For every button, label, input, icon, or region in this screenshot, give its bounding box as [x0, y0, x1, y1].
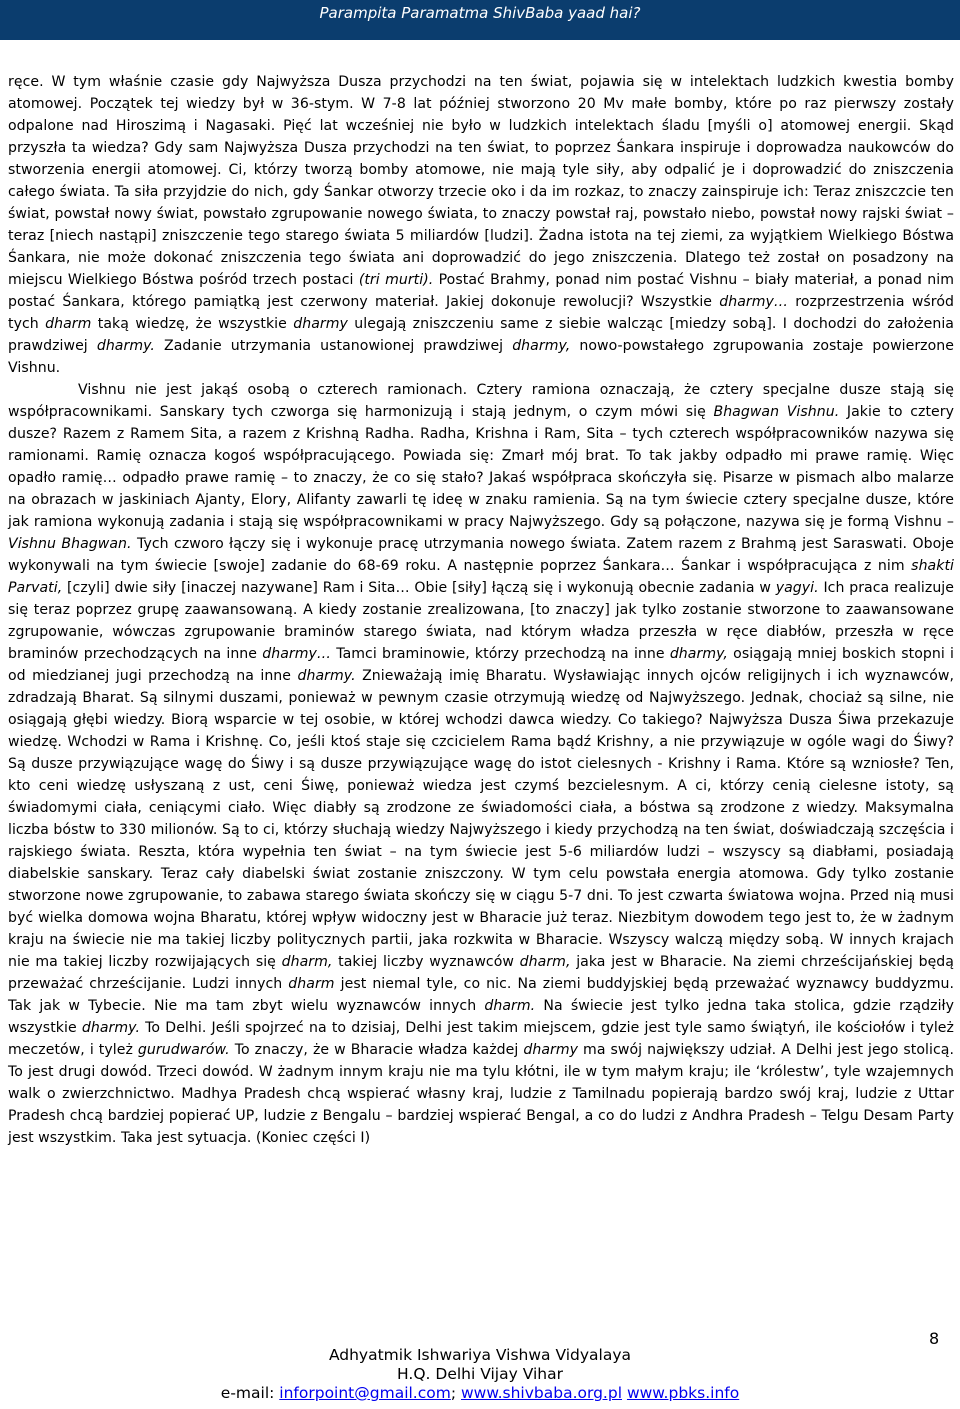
- italic-term: yagyi.: [775, 580, 819, 596]
- text-run: osiągają mniej boskich stopni i od miedzianej jugi przechodzą na inne: [8, 646, 954, 684]
- header-title: Parampita Paramatma ShivBaba yaad hai?: [319, 4, 641, 22]
- text-run: Tych czworo łączy się i wykonuje pracę utrzymania nowego świata. Zatem razem z Brahmą jest Saraswati. Oboje wykonywali na tym świecie [swoje] zadanie do 68-69 roku. A następnie poprzez Śankara… Śankar i współpracująca z nim: [8, 536, 955, 574]
- italic-term: dharmy: [523, 1042, 579, 1058]
- italic-term: dharm,: [281, 954, 333, 970]
- italic-term: dharmy.: [297, 668, 356, 684]
- italic-term: dharm.: [484, 998, 536, 1014]
- text-run: Na świecie jest tylko jedna taka stolica, gdzie rządziły wszystkie: [8, 998, 954, 1036]
- text-run: takiej liczby wyznawców: [332, 954, 520, 970]
- italic-term: dharmy.: [96, 338, 155, 354]
- text-run: [czyli] dwie siły [inaczej nazywane] Ram i Sita… Obie [siły] łączą się i wykonują obecnie zadania w: [62, 580, 776, 596]
- footer-separator: ;: [450, 1384, 461, 1402]
- italic-term: dharmy,: [512, 338, 571, 354]
- italic-term: Vishnu Bhagwan.: [8, 536, 132, 552]
- text-run: ręce. W tym właśnie czasie gdy Najwyższa Dusza przychodzi na ten świat, pojawia się w intelektach ludzkich kwestia bomby atomowej. Początek tej wiedzy był w 36-stym. W 7-8 lat później stworzono 20 Mv małe bomby, które po raz pierwszy zostały odpalone nad Hiroszimą i Nagasaki. Pięć lat wcześniej nie było w ludzkich intelektach śladu [myśli o] atomowej energii. Skąd przyszła ta wiedza? Gdy sam Najwyższa Dusza przychodzi na ten świat, to poprzez Śankara inspiruje i doprowadza naukowców do stworzenia energii atomowej. Ci, którzy tworzą bomby atomowe, nie mają tyle siły, aby odpalić je i doprowadzić do zniszczenia całego świata. Ta siła przyjdzie do nich, gdy Śankar otworzy trzecie oko i da im rozkaz, to znaczy zainspiruje ich: Teraz zniszczcie ten świat, powstał nowy świat, powstało zgrupowanie nowego świata, to znaczy powstał raj, powstało niebo, powstał nowy rajski świat – teraz [niech nastąpi] zniszczenie tego starego świata 5 miliardów [ludzi]. Żadna istota na tej ziemi, za wyjątkiem Wielkiego Bóstwa Śankara, nie może dokonać zniszczenia tego świata ani doprowadzić do jego zniszczenia. Dlatego też został on posadzony na miejscu Wielkiego Bóstwa pośród trzech postaci: [8, 74, 954, 288]
- italic-term: gurudwarów.: [137, 1042, 230, 1058]
- footer-org-name: Adhyatmik Ishwariya Vishwa Vidyalaya: [328, 1346, 632, 1364]
- text-run: To Delhi. Jeśli spojrzeć na to dzisiaj, Delhi jest takim miejscem, gdzie jest tyle samo świątyń, ile kościołów i tyleż meczetów, i tyleż: [8, 1020, 954, 1058]
- paragraph-2: [8, 379, 954, 1149]
- text-run: jest niemal tyle, co nic. Na ziemi buddyjskiej będą przeważać wyznawcy buddyzmu. Tak jak w Tybecie. Nie ma tam zbyt wielu wyznawców innych: [8, 976, 954, 1014]
- document-body: [8, 71, 954, 1149]
- text-run: rozprzestrzenia wśród tych: [8, 294, 955, 332]
- italic-term: dharmy,: [669, 646, 728, 662]
- footer-contacts: [0, 1384, 960, 1403]
- text-run: Jakie to cztery dusze? Razem z Ramem Sita, a razem z Krishną Radha. Radha, Krishna i Ram, Sita – tych czterech współpracowników nazywa się ramionami. Ramię oznacza kogoś współpracującego. Powiada się: Zmarł mój brat. To tak jakby odpadło mi prawe ramię. Więc opadło ramię… odpadło prawe ramię – to znaczy, że co się stało? Jakaś współpraca skończyła się. Pisarze w pismach albo malarze na obrazach w jaskiniach Ajanty, Elory, Alifanty zawarli tę ideę w znaku ramienia. Są na tym świecie cztery specjalne dusze, które jak ramiona wykonują zadania i stają się współpracownikami w pracy Najwyższego. Gdy są połączone, nazywa się je formą Vishnu –: [8, 404, 954, 530]
- text-run: nowo-powstałego zgrupowania zostaje powierzone Vishnu.: [8, 338, 955, 376]
- text-run: taką wiedzę, że wszystkie: [91, 316, 294, 332]
- text-run: Postać Brahmy, ponad nim postać Vishnu – biały materiał, a ponad nim postać Śankara, którego pamiątką jest czerwony materiał. Jakiej dokonuje rewolucji? Wszystkie: [8, 272, 954, 310]
- italic-term: dharm,: [519, 954, 571, 970]
- website-link-shivbaba[interactable]: www.shivbaba.org.pl: [461, 1384, 623, 1402]
- email-link[interactable]: inforpoint@gmail.com: [279, 1384, 451, 1402]
- text-run: Tamci braminowie, którzy przechodzą na inne: [331, 646, 670, 662]
- email-label: e-mail:: [220, 1384, 280, 1402]
- text-run: ulegają zniszczeniu same z siebie walcząc [miedzy sobą]. I dochodzi do założenia prawdziwej: [8, 316, 954, 354]
- page-number: 8: [929, 1329, 940, 1348]
- paragraph-1: [8, 71, 954, 379]
- text-run: To znaczy, że w Bharacie władza każdej: [229, 1042, 524, 1058]
- footer-address: H.Q. Delhi Vijay Vihar: [397, 1365, 563, 1383]
- italic-term: shakti Parvati,: [8, 558, 954, 596]
- italic-term: dharm: [288, 976, 335, 992]
- text-run: ma swój największy udział. A Delhi jest jego stolicą. To jest drugi dowód. Trzeci dowód. W żadnym innym kraju nie ma tylu kłótni, ile w tym małym kraju; ile ‘królestw’, tyle wzajemnych walk o zwierzchnictwo. Madhya Pradesh chcą wspierać własny kraj, ludzie z Tamilnadu popierają bardzo swój kraj, ludzie z Uttar Pradesh chcą bardziej popierać UP, ludzie z Bengalu – bardziej wspierać Bengal, a co do ludzi z Andhra Pradesh – Telgu Desam Party jest wszystkim. Taka jest sytuacja. (Koniec części I): [8, 1042, 954, 1146]
- italic-term: dharm: [45, 316, 92, 332]
- footer: [0, 1346, 960, 1403]
- text-run: Vishnu nie jest jakąś osobą o czterech ramionach. Cztery ramiona oznaczają, że cztery specjalne dusze stają się współpracownikami. Sanskary tych czworga się harmonizują i stają jednym, o czym mówi się: [8, 382, 954, 420]
- italic-term: dharmy.: [81, 1020, 140, 1036]
- italic-term: (tri murti).: [358, 272, 434, 288]
- text-run: Zadanie utrzymania ustanowionej prawdziwej: [154, 338, 513, 354]
- italic-term: dharmy: [293, 316, 348, 332]
- text-run: Znieważają imię Bharatu. Wysławiając innych ojców religijnych i ich wyznawców, zdradzają Bharat. Są silnymi duszami, ponieważ w pewnym czasie otrzymują wiedzę od Najwyższego. Jednak, chociaż są silne, nie osiągają głębi wiedzy. Biorą wsparcie w tej osobie, w której wchodzi dawca wiedzy. Co takiego? Najwyższa Dusza Śiwa przekazuje wiedzę. Wchodzi w Rama i Krishnę. Co, jeśli ktoś staje się czcicielem Rama bądź Krishny, a nie przywiązuje w ogóle wagi do Śiwy? Są dusze przywiązujące wagę do Śiwy i są dusze przywiązujące wagę do istot cielesnych - Krishny i Rama. Które są wzniosłe? Ten, kto ceni wiedzę usłyszaną z ust, ceni Śiwę, ponieważ wiedza jest czymś bezcielesnym. A ci, którzy cenią cielesne istoty, są świadomymi ciała, ceniącymi ciało. Więc diabły są zrodzone ze świadomości ciała, a bóstwa są zrodzone z wiedzy. Maksymalna liczba bóstw to 330 milionów. Są to ci, którzy słuchają wiedzy Najwyższego i kiedy przychodzą na ten świat, doświadczają szczęścia i rajskiego świata. Reszta, która wypełnia ten świat – na tym świecie jest 5-6 miliardów ludzi – wszyscy są diabłami, posiadają diabelskie sanskary. Teraz cały diabelski świat zostanie zniszczony. W tym celu powstała energia atomowa. Gdy tylko zostanie stworzone nowe zgrupowanie, to zabawa starego świata skończy się w ciągu 5-7 dni. To jest czwarta światowa wojna. Przed nią musi być wielka domowa wojna Bharatu, której wpływ widoczny jest w Bharacie już teraz. Niezbitym dowodem tego jest to, że w żadnym kraju na świecie nie ma takiej liczby politycznych partii, jaka rozkwita w Bharacie. Wszyscy walczą między sobą. W innych krajach nie ma takiej liczby rozwijających się: [8, 668, 955, 970]
- italic-term: dharmy…: [719, 294, 789, 310]
- text-run: Ich praca realizuje się teraz poprzez grupę zaawansowaną. A kiedy zostanie zrealizowana, [to znaczy] jak tylko zostanie stworzone to zaawansowane zgrupowanie, wówczas zgrupowanie braminów starego świata, nad którym władza przeszła w ręce diabłów, przeszła w ręce braminów przechodzących na inne: [8, 580, 954, 662]
- website-link-pbks[interactable]: www.pbks.info: [626, 1384, 740, 1402]
- italic-term: Bhagwan Vishnu.: [713, 404, 840, 420]
- text-run: jaka jest w Bharacie. Na ziemi chrześcijańskiej będą przeważać chrześcijanie. Ludzi innych: [8, 954, 954, 992]
- italic-term: dharmy…: [262, 646, 332, 662]
- header-banner: [0, 0, 960, 40]
